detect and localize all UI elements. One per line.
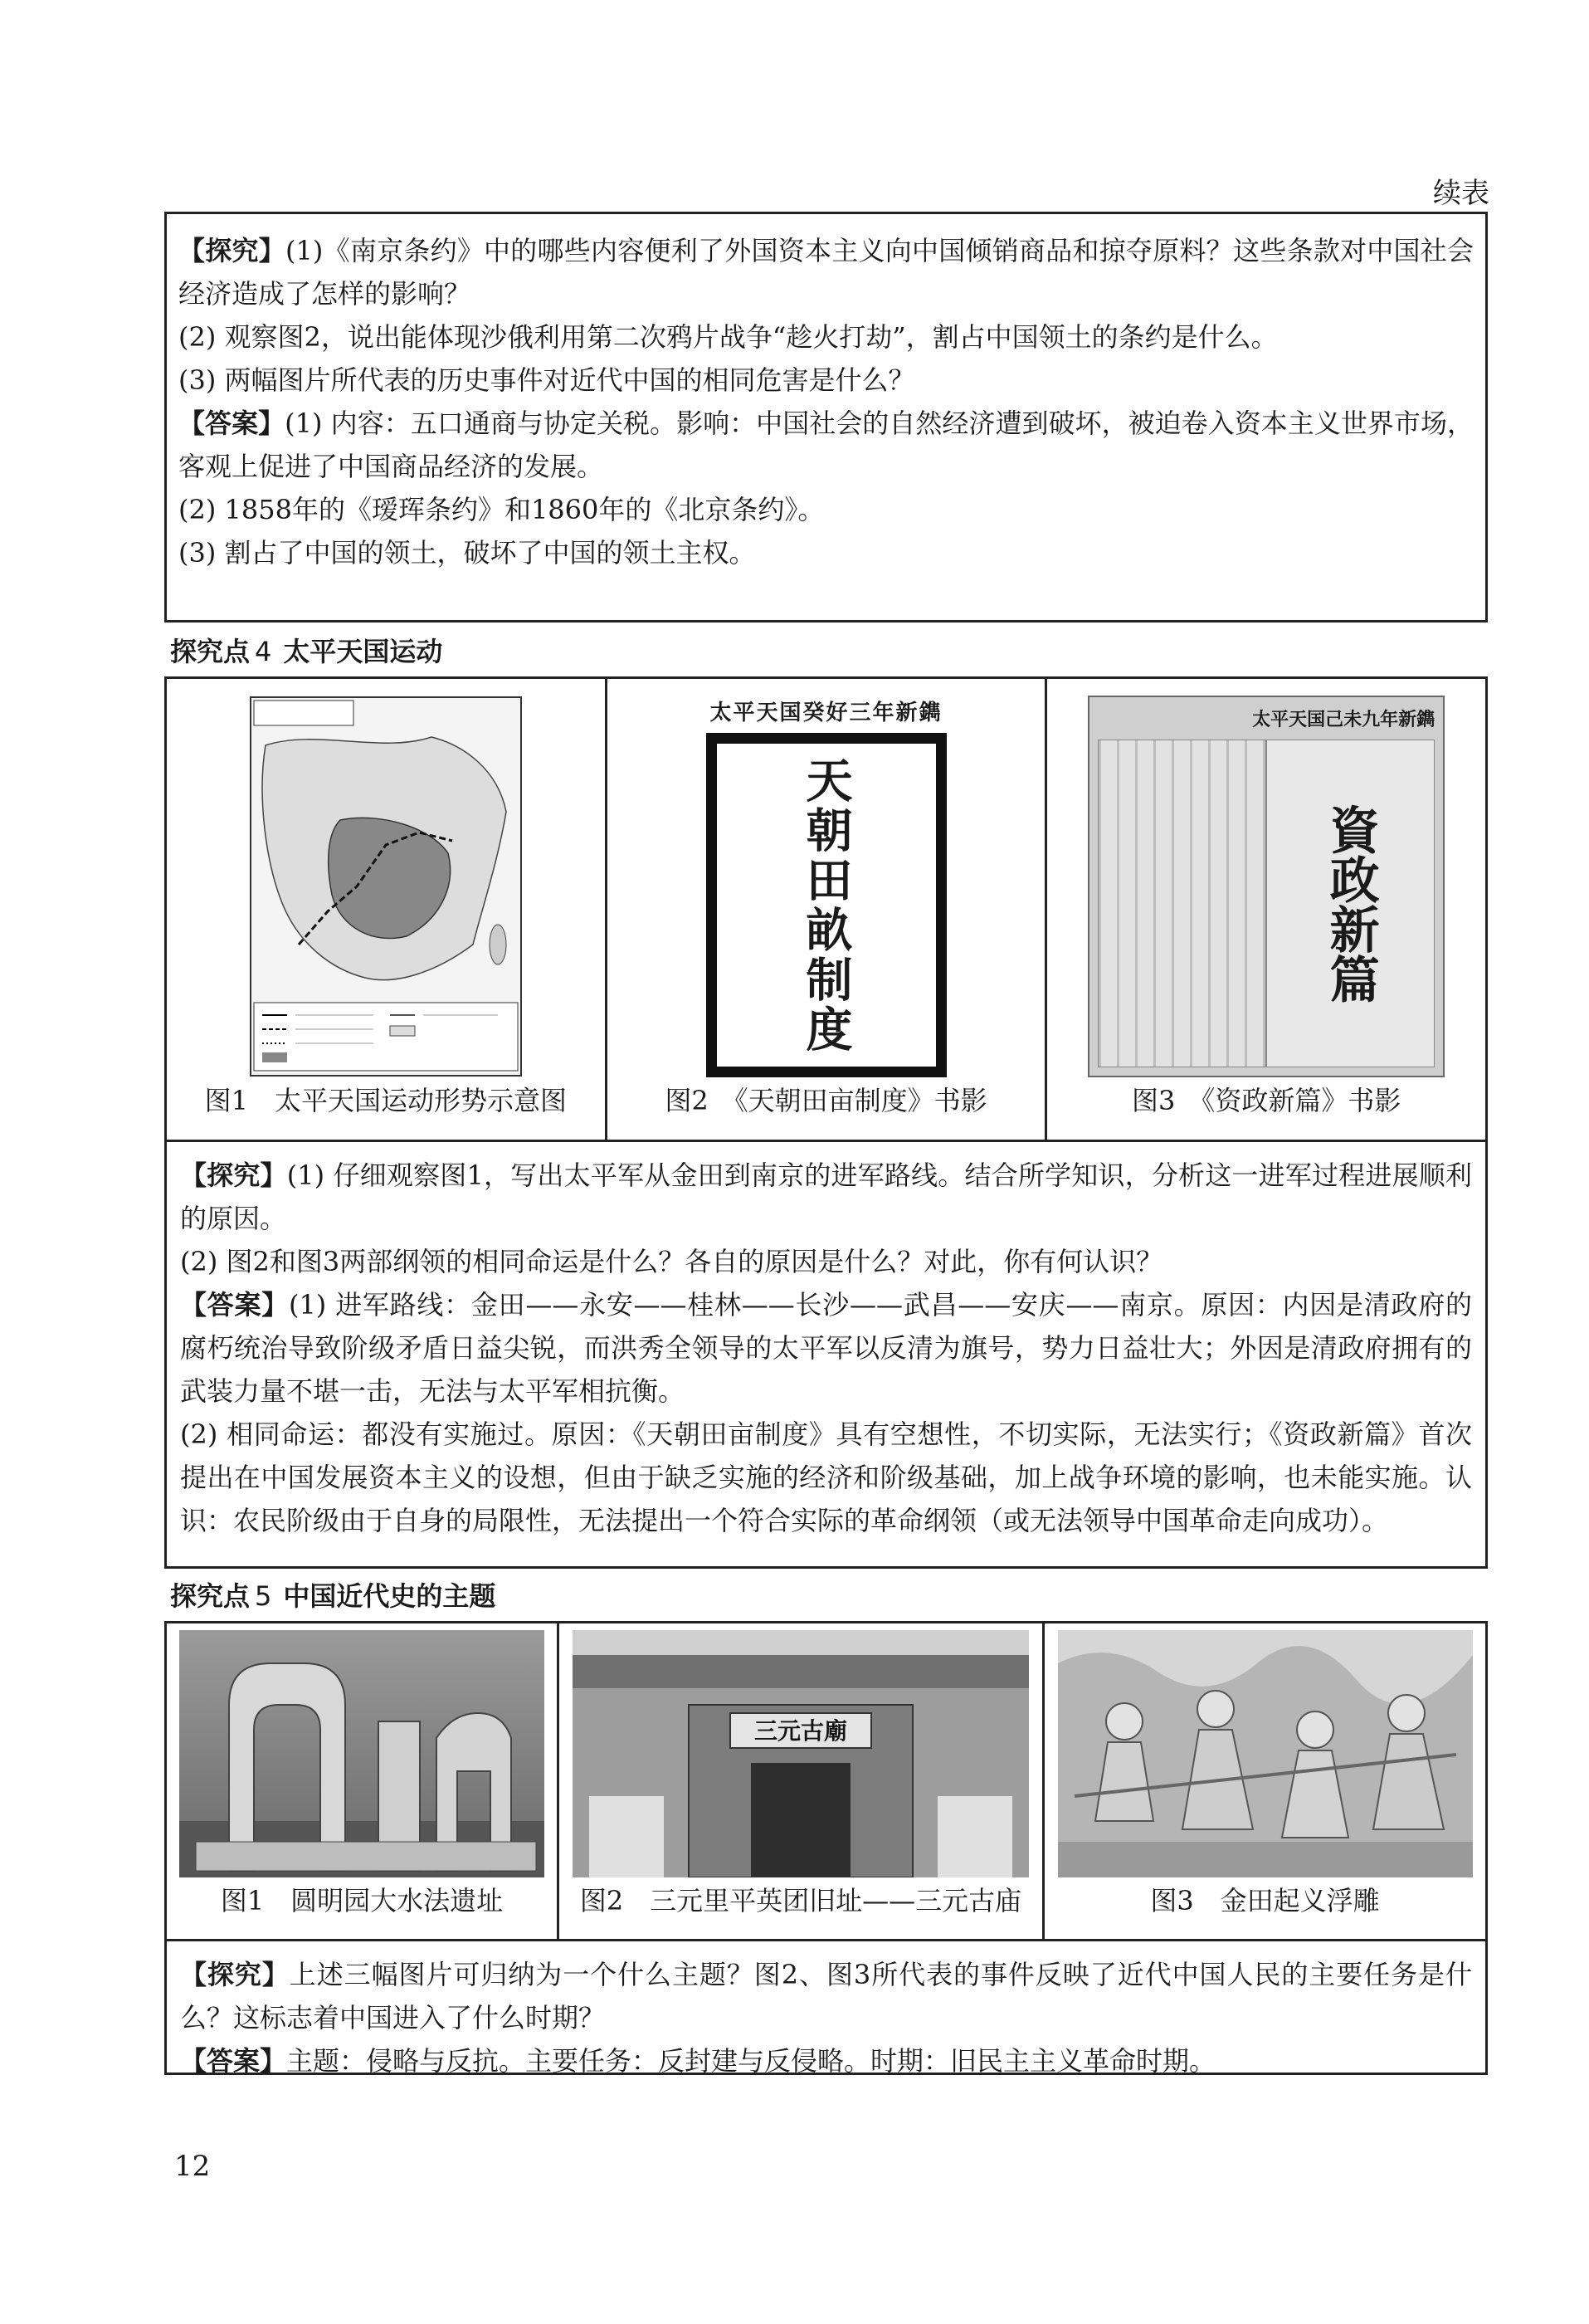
explore-tag: 【探究】: [178, 235, 285, 266]
figure-caption: 图1 太平天国运动形势示意图: [204, 1085, 568, 1116]
yuanmingyuan-photo: [179, 1630, 544, 1877]
figure-map: [167, 679, 607, 1140]
tianchao-top-text: 太平天国癸好三年新鐫: [709, 701, 943, 725]
section4-a2: (2) 相同命运：都没有实施过。原因：《天朝田亩制度》具有空想性，不切实际，无法实行；《资政新篇》首次提出在中国发展资本主义的设想，但由于缺乏实施的经济和阶级基础，加上战争环境的影响，也未能实施。认识：农民阶级由于自身的局限性，无法提出一个符合实际的革命纲领（或无法领导中国革命走向成功）。: [180, 1418, 1472, 1536]
section1-a2: (2) 1858年的《瑷珲条约》和1860年的《北京条约》。: [178, 494, 825, 525]
section4-q2: (2) 图2和图3两部纲领的相同命运是什么？各自的原因是什么？对此，你有何认识？: [180, 1246, 1163, 1277]
section5-box: [164, 1621, 1488, 2075]
zizheng-title: 資政新篇: [1321, 803, 1380, 1003]
zizheng-book-page: [1088, 696, 1445, 1077]
section1-q2: (2) 观察图2，说出能体现沙俄利用第二次鸦片战争“趁火打劫”，割占中国领土的条约是什么。: [178, 321, 1278, 353]
section1-a3: (3) 割占了中国的领土，破坏了中国的领土主权。: [178, 537, 756, 569]
answer-tag: 【答案】: [180, 1289, 289, 1321]
explore-tag: 【探究】: [180, 1160, 287, 1191]
page-number: 12: [174, 2150, 211, 2183]
section5-figures: [167, 1623, 1485, 1941]
section1-box: [164, 212, 1488, 622]
taiping-map-image: [249, 696, 523, 1077]
tianchao-book-cover: [694, 696, 959, 1077]
section5-text: [167, 1941, 1485, 2091]
section5-q: 【探究】上述三幅图片可归纳为一个什么主题？图2、图3所代表的事件反映了近代中国人民的主要任务是什么？这标志着中国进入了什么时期？: [180, 1959, 1472, 2034]
section4-figures: [167, 679, 1485, 1142]
section1-a1: 【答案】(1) 内容：五口通商与协定关税。影响：中国社会的自然经济遭到破坏，被迫卷入资本主义世界市场，客观上促进了中国商品经济的发展。: [178, 408, 1474, 482]
jintian-relief-photo: [1058, 1630, 1473, 1877]
sanyuan-temple-photo: [573, 1630, 1029, 1877]
section5-a: 【答案】主题：侵略与反抗。主要任务：反封建与反侵略。时期：旧民主主义革命时期。: [180, 2045, 1216, 2077]
section1-q3: (3) 两幅图片所代表的历史事件对近代中国的相同危害是什么？: [178, 364, 915, 396]
figure-caption: 图2 三元里平英团旧址——三元古庙: [579, 1885, 1022, 1916]
temple-sign-text: 三元古廟: [753, 1717, 848, 1745]
figure-zizheng: [1047, 679, 1485, 1140]
figure-jintian: [1045, 1623, 1485, 1939]
figure-caption: 图3 《资政新篇》书影: [1131, 1085, 1401, 1116]
figure-caption: 图2 《天朝田亩制度》书影: [665, 1085, 987, 1116]
answer-tag: 【答案】: [180, 2045, 287, 2077]
section5-heading: 探究点 5 中国近代史的主题: [170, 1580, 496, 1612]
figure-caption: 图3 金田起义浮雕: [1150, 1885, 1380, 1916]
tianchao-frame: [706, 733, 947, 1077]
section4-box: [164, 676, 1488, 1569]
explore-tag: 【探究】: [180, 1959, 290, 1990]
figure-tianchao: [607, 679, 1048, 1140]
section1-q1: 【探究】(1)《南京条约》中的哪些内容便利了外国资本主义向中国倾销商品和掠夺原料？这些条款对中国社会经济造成了怎样的影响？: [178, 235, 1474, 310]
answer-tag: 【答案】: [178, 408, 285, 439]
continued-label: 续表: [1433, 177, 1489, 210]
tianchao-title: 天朝田畝制度: [798, 755, 854, 1055]
section4-text: [167, 1142, 1485, 1550]
figure-yuanmingyuan: [167, 1623, 559, 1939]
zizheng-top-text: 太平天国己未九年新鐫: [1252, 709, 1435, 730]
section4-heading: 探究点 4 太平天国运动: [170, 636, 443, 667]
figure-sanyuan: [559, 1623, 1045, 1939]
section4-q1: 【探究】(1) 仔细观察图1，写出太平军从金田到南京的进军路线。结合所学知识，分析这一进军过程进展顺利的原因。: [180, 1160, 1472, 1234]
figure-caption: 图1 圆明园大水法遗址: [220, 1885, 504, 1916]
section4-a1: 【答案】(1) 进军路线：金田——永安——桂林——长沙——武昌——安庆——南京。原因：内因是清政府的腐朽统治导致阶级矛盾日益尖锐，而洪秀全领导的太平军以反清为旗号，势力日益壮大；外因是清政府拥有的武装力量不堪一击，无法与太平军相抗衡。: [180, 1289, 1472, 1407]
